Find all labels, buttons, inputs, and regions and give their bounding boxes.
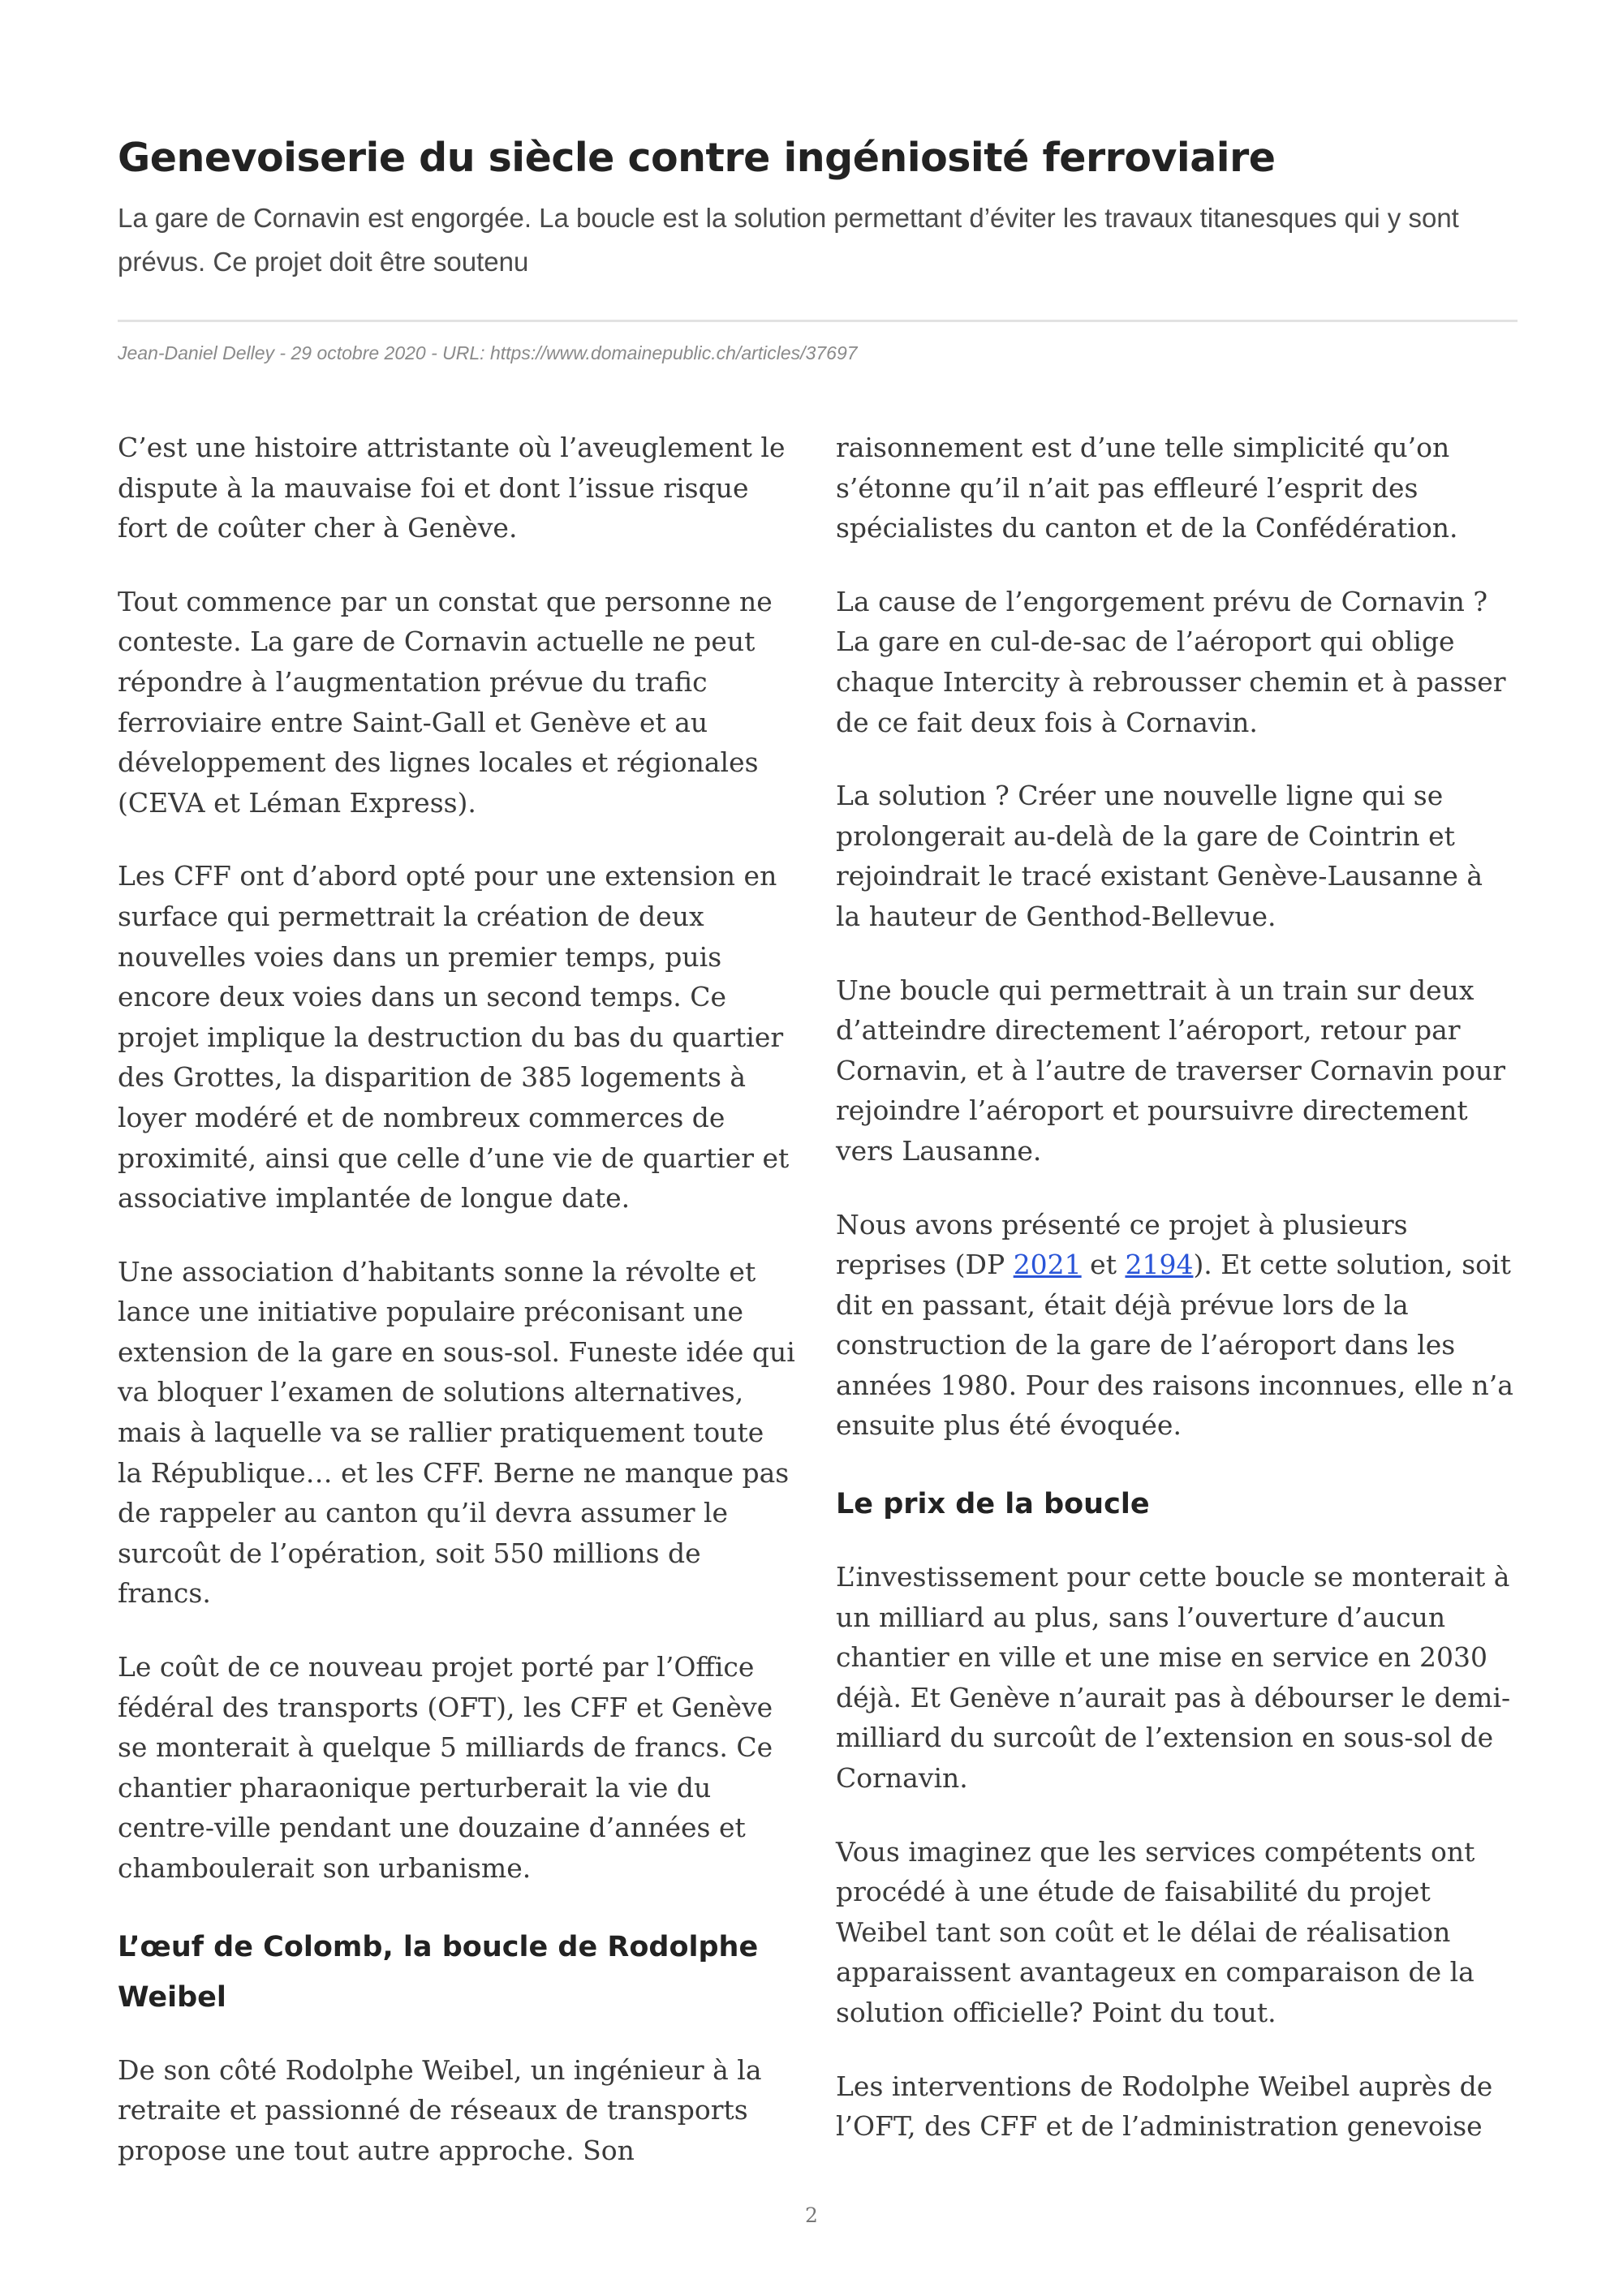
article-subtitle: La gare de Cornavin est engorgée. La boucle est la solution permettant d’éviter les travaux titanesques qui y sont prévus. Ce projet doit être soutenu	[118, 203, 1459, 277]
link-dp-2194[interactable]: 2194	[1125, 1249, 1194, 1281]
section-heading-prix: Le prix de la boucle	[836, 1488, 1150, 1521]
paragraph: Tout commence par un constat que personne ne conteste. La gare de Cornavin actuelle ne peut répondre à l’augmentation prévue du trafic ferroviaire entre Saint-Gall et Genève et au développement des lignes locales et régionales (CEVA et Léman Express).	[118, 585, 773, 819]
link-dp-2021[interactable]: 2021	[1013, 1249, 1082, 1281]
article-meta: Jean-Daniel Delley - 29 octobre 2020 - URL: https://www.domainepublic.ch/articles/37697	[118, 342, 858, 363]
paragraph: De son côté Rodolphe Weibel, un ingénieur à la retraite et passionné de réseaux de transports propose une tout autre approche. Son	[118, 2053, 762, 2166]
right-column	[836, 428, 1513, 2180]
page-number: 2	[805, 2204, 818, 2227]
article-title: Genevoiserie du siècle contre ingéniosité ferroviaire	[118, 135, 1276, 181]
paragraph: Les interventions de Rodolphe Weibel auprès de l’OFT, des CFF et de l’administration genevoise	[836, 2070, 1493, 2143]
paragraph: Vous imaginez que les services compétents ont procédé à une étude de faisabilité du projet Weibel tant son coût et le délai de réalisation apparaissent avantageux en comparaison de la solution officielle? Point du tout.	[836, 1835, 1475, 2028]
left-column	[118, 428, 795, 2204]
paragraph: Une association d’habitants sonne la révolte et lance une initiative populaire préconisant une extension de la gare en sous-sol. Funeste idée qui va bloquer l’examen de solutions alternatives, mais à laquelle va se rallier pratiquement toute la République… et les CFF. Berne ne manque pas de rappeler au canton qu’il devra assumer le surcoût de l’opération, soit 550 millions de francs.	[118, 1255, 795, 1610]
text-run: Nous avons présenté ce projet à plusieurs reprises (DP	[836, 1208, 1408, 1281]
article-header	[118, 130, 1518, 284]
text-run: ). Et cette solution, soit dit en passant, était déjà prévue lors de la construction de la gare de l’aéroport dans les années 1980. Pour des raisons inconnues, elle n’a ensuite plus été évoquée.	[836, 1249, 1513, 1442]
paragraph: Les CFF ont d’abord opté pour une extension en surface qui permettrait la création de deux nouvelles voies dans un premier temps, puis encore deux voies dans un second temps. Ce projet implique la destruction du bas du quartier des Grottes, la disparition de 385 logements à loyer modéré et de nombreux commerces de proximité, ainsi que celle d’une vie de quartier et associative implantée de longue date.	[118, 860, 790, 1215]
paragraph: La cause de l’engorgement prévu de Cornavin ? La gare en cul-de-sac de l’aéroport qui oblige chaque Intercity à rebrousser chemin et à passer de ce fait deux fois à Cornavin.	[836, 585, 1506, 738]
paragraph: L’investissement pour cette boucle se monterait à un milliard au plus, sans l’ouverture d’aucun chantier en ville et une mise en service en 2030 déjà. Et Genève n’aurait pas à débourser le demi-milliard du surcoût de l’extension en sous-sol de Cornavin.	[836, 1561, 1511, 1795]
paragraph: Le coût de ce nouveau projet porté par l’Office fédéral des transports (OFT), les CFF et Genève se monterait à quelque 5 milliards de francs. Ce chantier pharaonique perturberait la vie du centre-ville pendant une douzaine d’années et chamboulerait son urbanisme.	[118, 1651, 773, 1884]
paragraph: C’est une histoire attristante où l’aveuglement le dispute à la mauvaise foi et dont l’issue risque fort de coûter cher à Genève.	[118, 432, 786, 544]
paragraph: La solution ? Créer une nouvelle ligne qui se prolongerait au-delà de la gare de Cointrin et rejoindrait le tracé existant Genève-Lausanne à la hauteur de Genthod-Bellevue.	[836, 780, 1483, 932]
paragraph: Une boucle qui permettrait à un train sur deux d’atteindre directement l’aéroport, retour par Cornavin, et à l’autre de traverser Cornavin pour rejoindre l’aéroport et poursuivre directement vers Lausanne.	[836, 974, 1506, 1167]
text-run: et	[1081, 1249, 1126, 1281]
paragraph-with-links	[836, 1205, 1513, 1447]
paragraph: raisonnement est d’une telle simplicité qu’on s’étonne qu’il n’ait pas effleuré l’esprit des spécialistes du canton et de la Confédération.	[836, 432, 1458, 544]
header-divider	[118, 320, 1518, 322]
section-heading-colomb: L’œuf de Colomb, la boucle de Rodolphe Weibel	[118, 1930, 759, 2014]
